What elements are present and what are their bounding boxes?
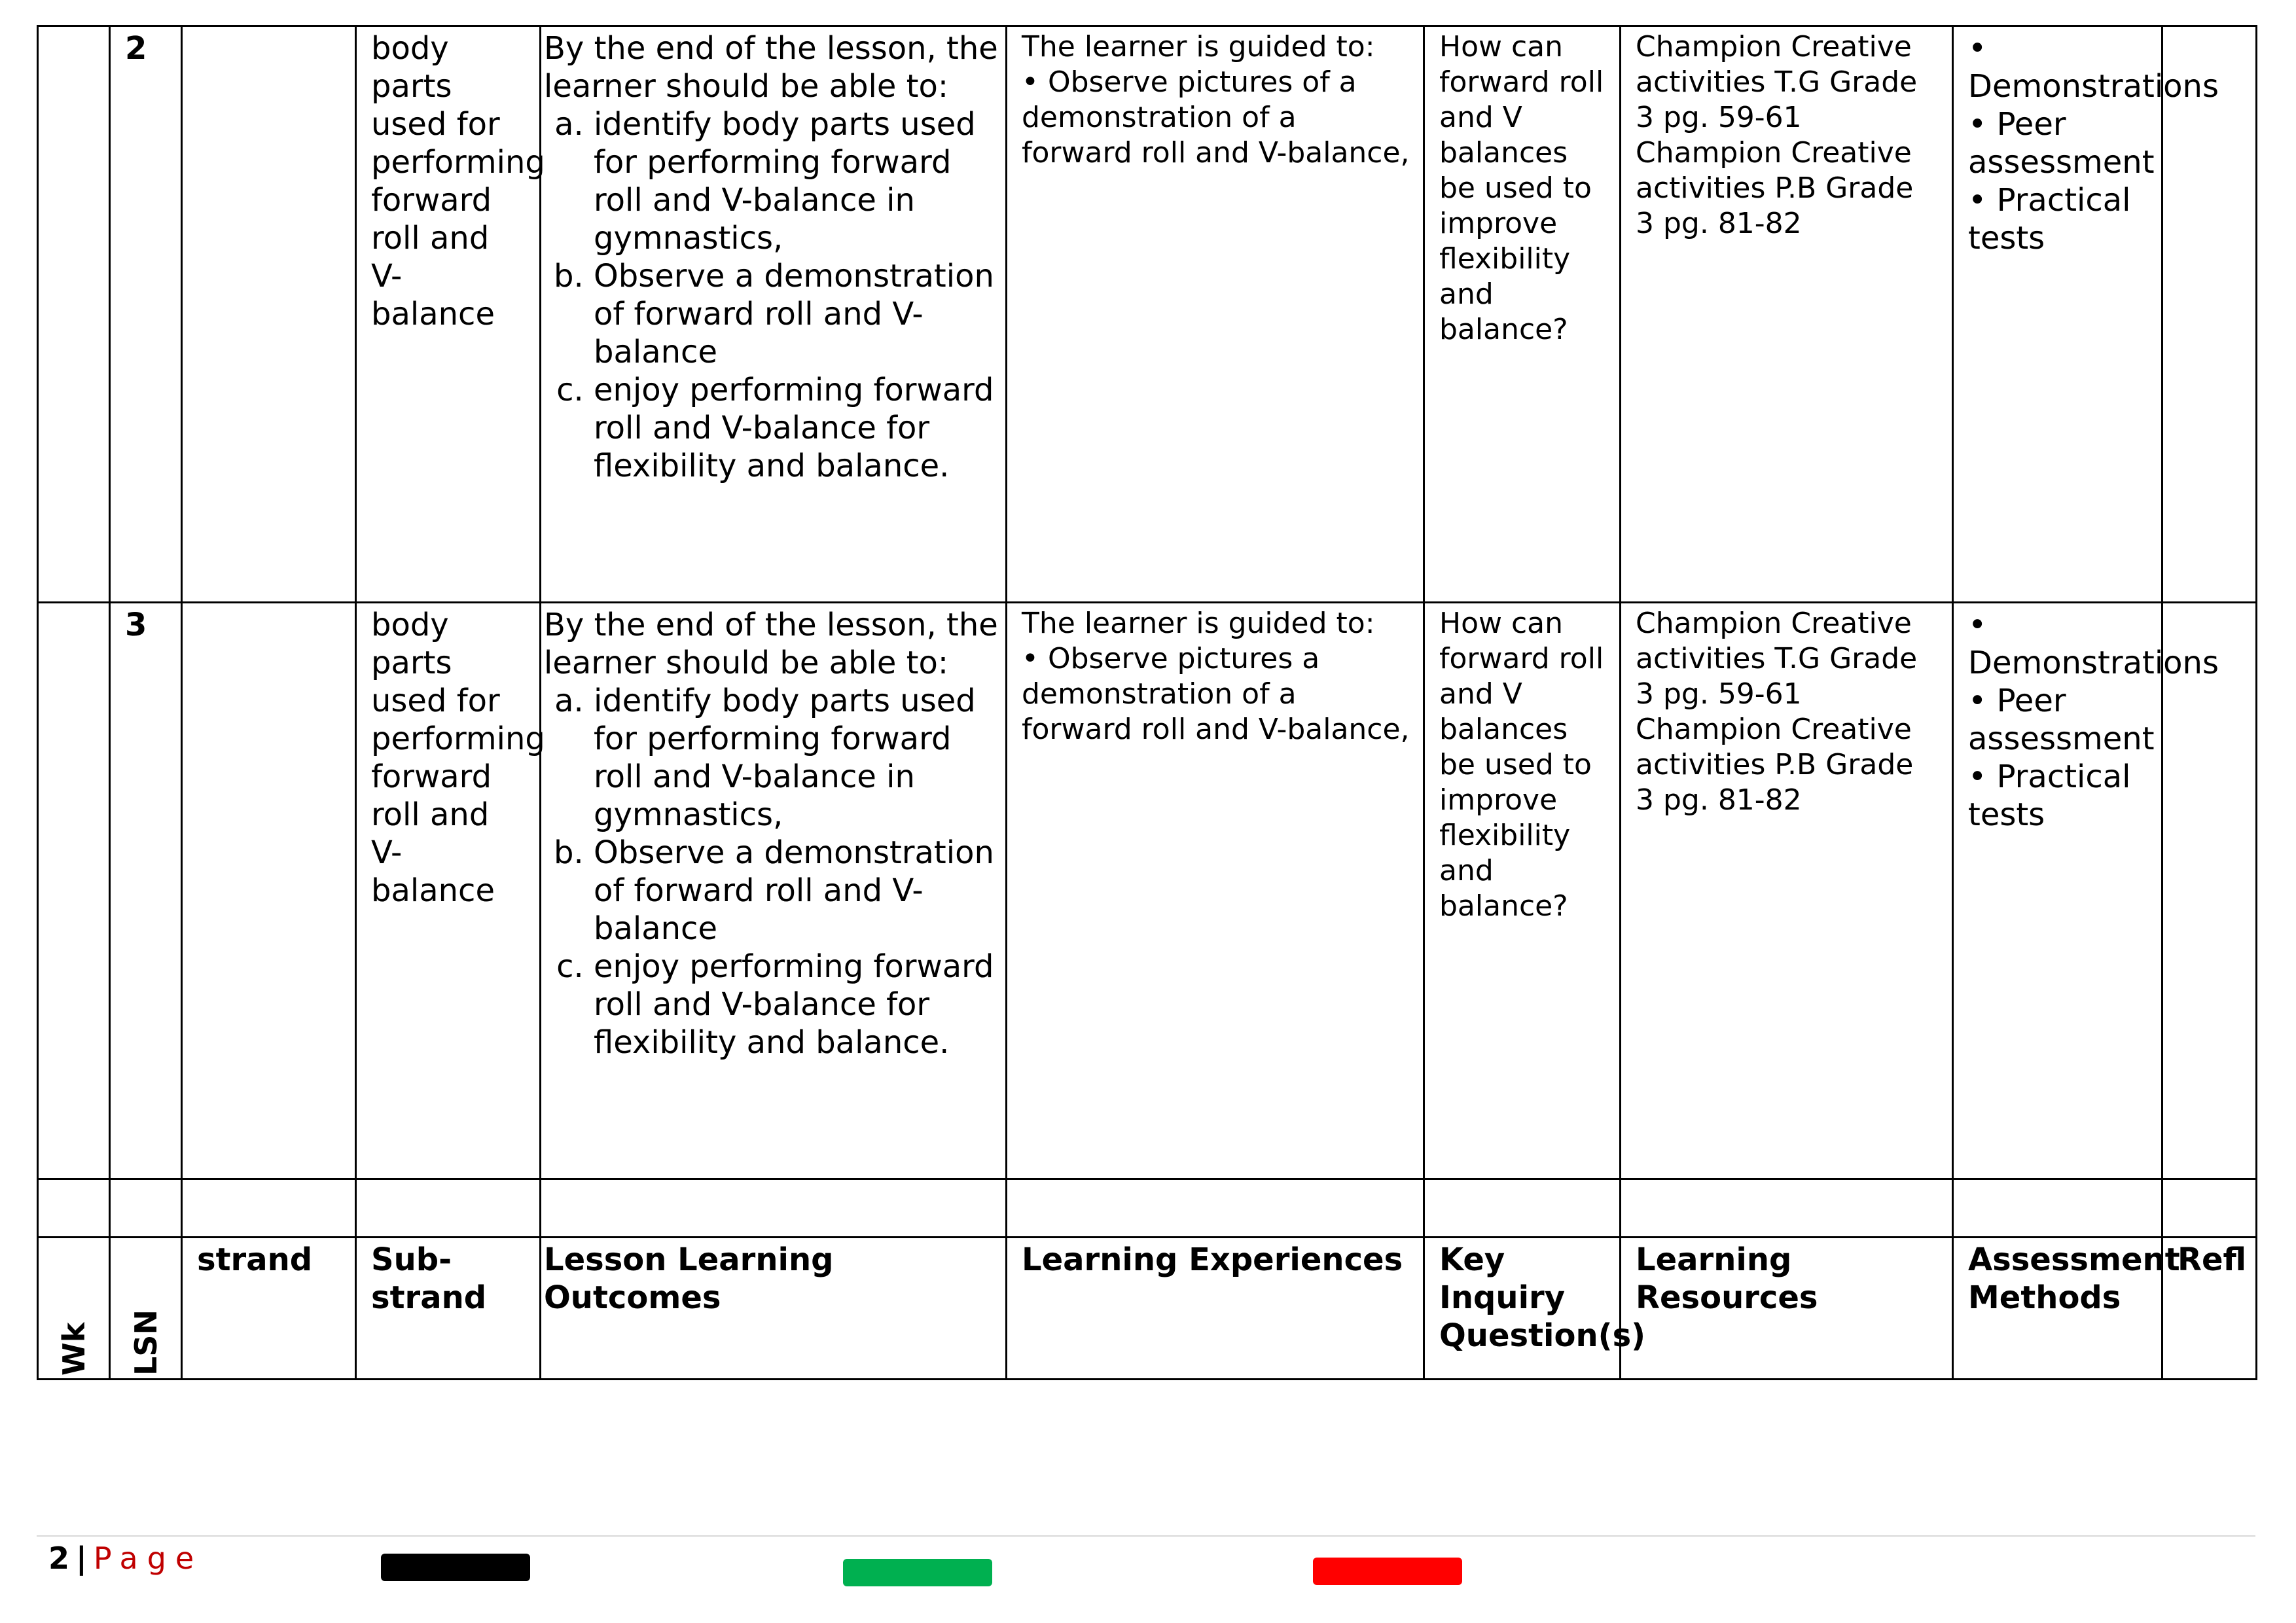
header-sub-strand: Sub-strand	[356, 1238, 541, 1380]
strand-cell	[182, 26, 356, 603]
resources-cell	[1621, 603, 1953, 1179]
outcome-item: c. enjoy performing forward roll and V-balance for flexibility and balance.	[594, 371, 1000, 485]
experiences-cell	[1007, 603, 1424, 1179]
sub-strand-cell	[356, 603, 545, 1179]
page-word: Page	[93, 1541, 204, 1576]
resources-cell	[1621, 26, 1953, 603]
experience-item: • Observe pictures a demonstration of a forward roll and V-balance,	[1022, 642, 1410, 746]
assessment-item: • Practical tests	[1968, 758, 2131, 833]
lesson-number: 3	[125, 607, 147, 643]
outcomes-list	[544, 682, 1000, 1061]
outcomes-cell	[541, 26, 1007, 603]
resource-item: Champion Creative activities T.G Grade 3 pg. 59-61	[1636, 30, 1918, 134]
header-row	[38, 1238, 2257, 1380]
outcomes-list	[544, 105, 1000, 485]
assessment-item: • Demonstrations	[1968, 30, 2219, 105]
sub-strand-cell	[356, 26, 545, 603]
page-number	[48, 1539, 203, 1577]
assessment-cell	[1953, 26, 2219, 603]
sub-strand-text: body parts used for performing forward roll and V-balance	[371, 607, 545, 909]
lsn-cell	[110, 603, 182, 1179]
experiences-cell	[1007, 26, 1424, 603]
lesson-row	[38, 26, 2257, 603]
page-separator: |	[76, 1541, 87, 1576]
header-assessment: Assessment Methods	[1953, 1238, 2162, 1380]
inquiry-question: How can forward roll and V balances be used to improve flexibility and balance?	[1439, 607, 1604, 923]
resource-item: Champion Creative activities T.G Grade 3 pg. 59-61	[1636, 607, 1918, 711]
outcomes-cell	[541, 603, 1007, 1179]
header-wk: Wk	[38, 1238, 110, 1380]
lesson-number: 2	[125, 30, 147, 67]
lesson-row	[38, 603, 2257, 1179]
assessment-cell	[1953, 603, 2219, 1179]
header-inquiry: Key Inquiry Question(s)	[1424, 1238, 1621, 1380]
experiences-intro: The learner is guided to:	[1022, 30, 1375, 63]
outcome-item: c. enjoy performing forward roll and V-balance for flexibility and balance.	[594, 948, 1000, 1061]
assessment-item: • Peer assessment	[1968, 106, 2155, 181]
outcome-item: b. Observe a demonstration of forward roll and V-balance	[594, 834, 1000, 948]
sub-strand-text: body parts used for performing forward roll and V-balance	[371, 30, 545, 332]
header-resources: Learning Resources	[1621, 1238, 1953, 1380]
inquiry-question: How can forward roll and V balances be used to improve flexibility and balance?	[1439, 30, 1604, 346]
wk-cell	[38, 603, 110, 1179]
outcomes-intro: By the end of the lesson, the learner should be able to:	[544, 30, 998, 105]
red-color-bar	[1313, 1558, 1462, 1585]
strand-cell	[182, 603, 356, 1179]
experiences-intro: The learner is guided to:	[1022, 607, 1375, 640]
inquiry-cell	[1424, 603, 1621, 1179]
outcome-item: a. identify body parts used for performing forward roll and V-balance in gymnastics,	[594, 105, 1000, 257]
black-color-bar	[381, 1554, 530, 1581]
page-number-value: 2	[48, 1541, 70, 1576]
green-color-bar	[843, 1559, 992, 1586]
header-strand: strand	[182, 1238, 356, 1380]
header-lsn: LSN	[110, 1238, 182, 1380]
header-experiences: Learning Experiences	[1007, 1238, 1424, 1380]
scheme-of-work-table	[37, 25, 2257, 1380]
header-refl: Refl	[2162, 1238, 2257, 1380]
outcome-item: a. identify body parts used for performing forward roll and V-balance in gymnastics,	[594, 682, 1000, 834]
empty-row	[38, 1179, 2257, 1238]
header-outcomes: Lesson Learning Outcomes	[541, 1238, 1007, 1380]
refl-cell	[2162, 603, 2257, 1179]
inquiry-cell	[1424, 26, 1621, 603]
resource-item: Champion Creative activities P.B Grade 3 pg. 81-82	[1636, 136, 1914, 240]
resource-item: Champion Creative activities P.B Grade 3 pg. 81-82	[1636, 713, 1914, 817]
footer-divider	[37, 1535, 2255, 1537]
assessment-item: • Demonstrations	[1968, 607, 2219, 681]
wk-cell	[38, 26, 110, 603]
outcome-item: b. Observe a demonstration of forward roll and V-balance	[594, 257, 1000, 371]
assessment-item: • Practical tests	[1968, 182, 2131, 257]
outcomes-intro: By the end of the lesson, the learner should be able to:	[544, 607, 998, 681]
refl-cell	[2162, 26, 2257, 603]
lsn-cell	[110, 26, 182, 603]
assessment-item: • Peer assessment	[1968, 683, 2155, 757]
experience-item: • Observe pictures of a demonstration of a forward roll and V-balance,	[1022, 65, 1410, 169]
